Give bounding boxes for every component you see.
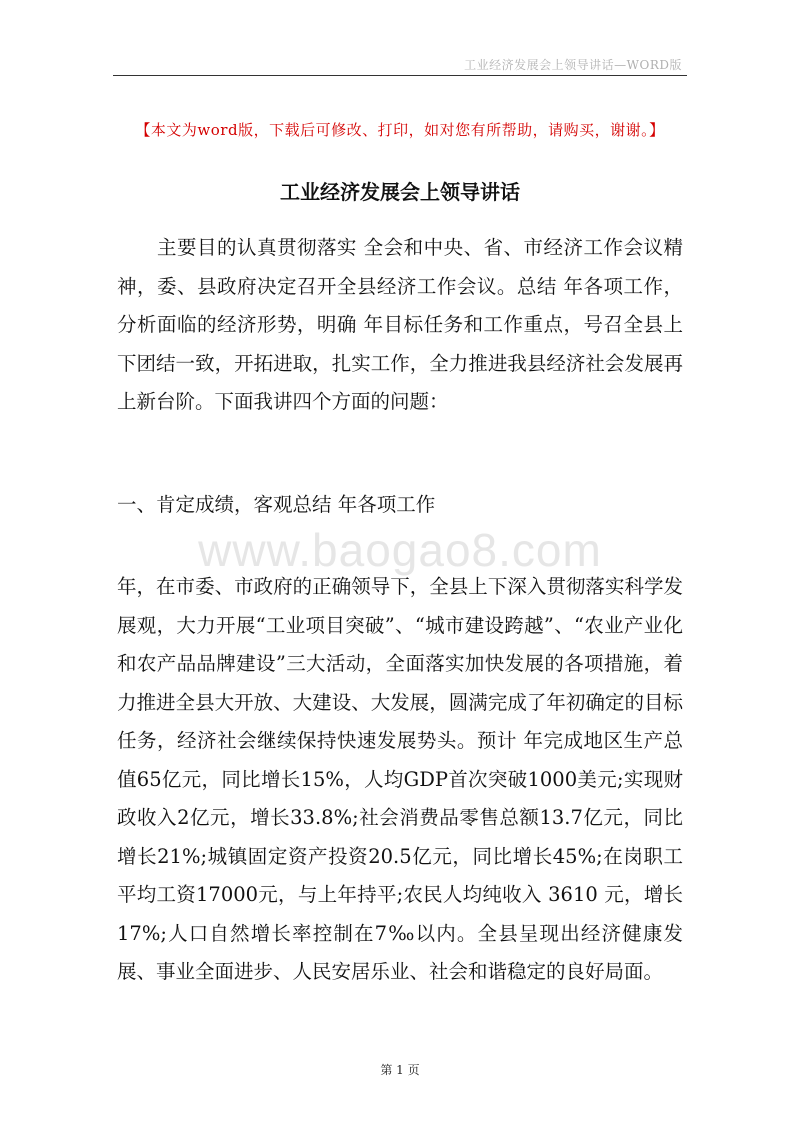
intro-paragraph: 主要目的认真贯彻落实 全会和中央、省、市经济工作会议精神，委、县政府决定召开全县经济工作会议。总结 年各项工作，分析面临的经济形势，明确 年目标任务和工作重点，号召全县上下团结一致，开拓进取，扎实工作，全力推进我县经济社会发展再上新台阶。下面我讲四个方面的问题：: [117, 236, 683, 413]
header-divider: [113, 75, 687, 76]
running-header: 工业经济发展会上领导讲话—WORD版: [464, 58, 682, 72]
body-paragraph: 年，在市委、市政府的正确领导下，全县上下深入贯彻落实科学发展观，大力开展“工业项目突破”、“城市建设跨越”、“农业产业化和农产品品牌建设”三大活动，全面落实加快发展的各项措施，着力推进全县大开放、大建设、大发展，圆满完成了年初确定的目标任务，经济社会继续保持快速发展势头。预计 年完成地区生产总值65亿元，同比增长15%，人均GDP首次突破1000美元;实现财政收入2亿元，增长33.8%;社会消费品零售总额13.7亿元，同比增长21%;城镇固定资产投资20.5亿元，同比增长45%;在岗职工平均工资17000元，与上年持平;农民人均纯收入 3610 元，增长 17%;人口自然增长率控制在7‰以内。全县呈现出经济健康发展、事业全面进步、人民安居乐业、社会和谐稳定的良好局面。: [117, 575, 683, 983]
section-heading: 一、肯定成绩，客观总结 年各项工作: [117, 493, 436, 516]
page-title: 工业经济发展会上领导讲话: [280, 180, 520, 204]
purchase-notice: 【本文为word版，下载后可修改、打印，如对您有所帮助，请购买，谢谢。】: [135, 121, 665, 139]
watermark: www.baogao8.com: [198, 524, 602, 576]
page-number: 第 1 页: [380, 1063, 420, 1077]
